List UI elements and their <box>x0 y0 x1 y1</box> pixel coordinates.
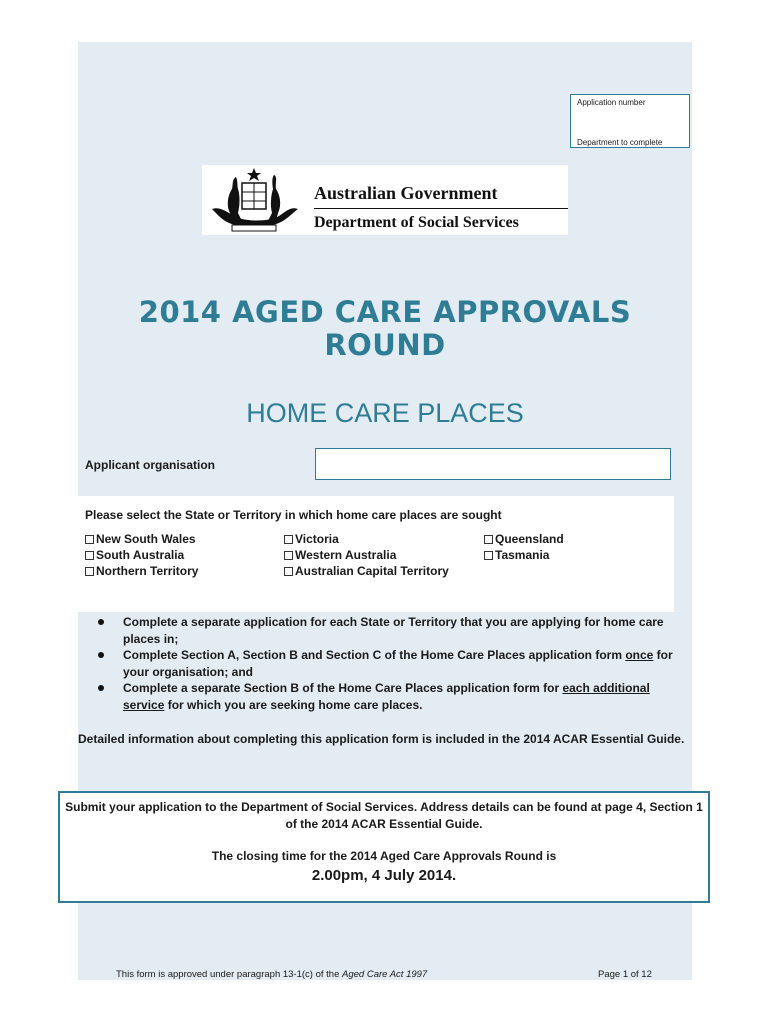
instruction-text-3b: for which you are seeking home care places. <box>164 697 423 712</box>
instruction-text-3a: Complete a separate Section B of the Home Care Places application form for <box>123 681 563 695</box>
state-option-tas[interactable] <box>484 548 549 562</box>
instruction-text-1: Complete a separate application for each State or Territory that you are applying for home care places in; <box>123 615 664 646</box>
application-number-box <box>570 94 690 148</box>
checkbox-vic[interactable] <box>284 535 293 544</box>
state-option-wa[interactable] <box>284 548 396 562</box>
state-option-nsw[interactable] <box>85 532 196 546</box>
instruction-text-2b: for your organisation; and <box>123 648 673 679</box>
applicant-organisation-input[interactable] <box>315 448 671 480</box>
instruction-list <box>98 614 692 713</box>
bullet-icon <box>98 619 104 625</box>
instruction-item-1 <box>98 614 688 647</box>
essential-guide-note: Detailed information about completing this application form is included in the 2014 ACAR Essential Guide. <box>78 732 685 746</box>
closing-date: 2.00pm, 4 July 2014. <box>311 867 457 884</box>
submission-address-text: Submit your application to the Department of Social Services. Address details can be found at page 4, Section 1 of the 2014 ACAR Essential Guide. <box>65 800 703 831</box>
state-label-tas: Tasmania <box>495 548 550 562</box>
state-label-wa: Western Australia <box>295 548 397 562</box>
application-number-label: Application number <box>577 98 646 107</box>
logo-divider <box>314 208 568 209</box>
state-label-qld: Queensland <box>495 532 564 546</box>
applicant-organisation-row <box>78 446 692 482</box>
page-title-line-2: ROUND <box>324 328 446 362</box>
instruction-item-3 <box>98 680 688 713</box>
instruction-item-2 <box>98 647 688 680</box>
applicant-organisation-label: Applicant organisation <box>85 458 216 472</box>
footer-approval-note <box>116 969 427 980</box>
state-option-sa[interactable] <box>85 548 184 562</box>
instruction-emphasis-each-service: each additional service <box>123 681 650 712</box>
state-label-vic: Victoria <box>295 532 339 546</box>
instruction-text-2a: Complete Section A, Section B and Section C of the Home Care Places application form <box>123 648 626 662</box>
checkbox-tas[interactable] <box>484 551 493 560</box>
closing-time-text: The closing time for the 2014 Aged Care Approvals Round is <box>211 849 557 863</box>
checkbox-nsw[interactable] <box>85 535 94 544</box>
government-logo <box>202 165 568 235</box>
state-label-act: Australian Capital Territory <box>295 564 449 578</box>
state-question: Please select the State or Territory in which home care places are sought <box>85 508 502 522</box>
submission-info-box <box>58 791 710 903</box>
state-option-nt[interactable] <box>85 564 198 578</box>
page-subtitle: HOME CARE PLACES <box>246 398 524 428</box>
instruction-emphasis-once: once <box>625 648 654 662</box>
bullet-icon <box>98 652 104 658</box>
page-number: Page 1 of 12 <box>598 969 652 980</box>
page-title-line-1: 2014 AGED CARE APPROVALS <box>138 295 632 329</box>
state-option-vic[interactable] <box>284 532 339 546</box>
footer-approval-text: This form is approved under paragraph 13-1(c) of the <box>116 969 343 980</box>
state-option-qld[interactable] <box>484 532 564 546</box>
checkbox-wa[interactable] <box>284 551 293 560</box>
coat-of-arms-icon <box>202 165 306 235</box>
australian-government-wordmark: Australian Government <box>314 183 498 203</box>
checkbox-act[interactable] <box>284 567 293 576</box>
checkbox-nt[interactable] <box>85 567 94 576</box>
page-title <box>78 296 692 362</box>
checkbox-sa[interactable] <box>85 551 94 560</box>
state-label-nt: Northern Territory <box>96 564 199 578</box>
checkbox-qld[interactable] <box>484 535 493 544</box>
department-to-complete-label: Department to complete <box>577 138 663 147</box>
footer-act-name: Aged Care Act 1997 <box>342 969 428 980</box>
bullet-icon <box>98 685 104 691</box>
state-label-sa: South Australia <box>96 548 185 562</box>
department-wordmark: Department of Social Services <box>314 214 519 231</box>
state-option-act[interactable] <box>284 564 449 578</box>
state-selection-panel <box>78 496 674 612</box>
state-label-nsw: New South Wales <box>96 532 196 546</box>
